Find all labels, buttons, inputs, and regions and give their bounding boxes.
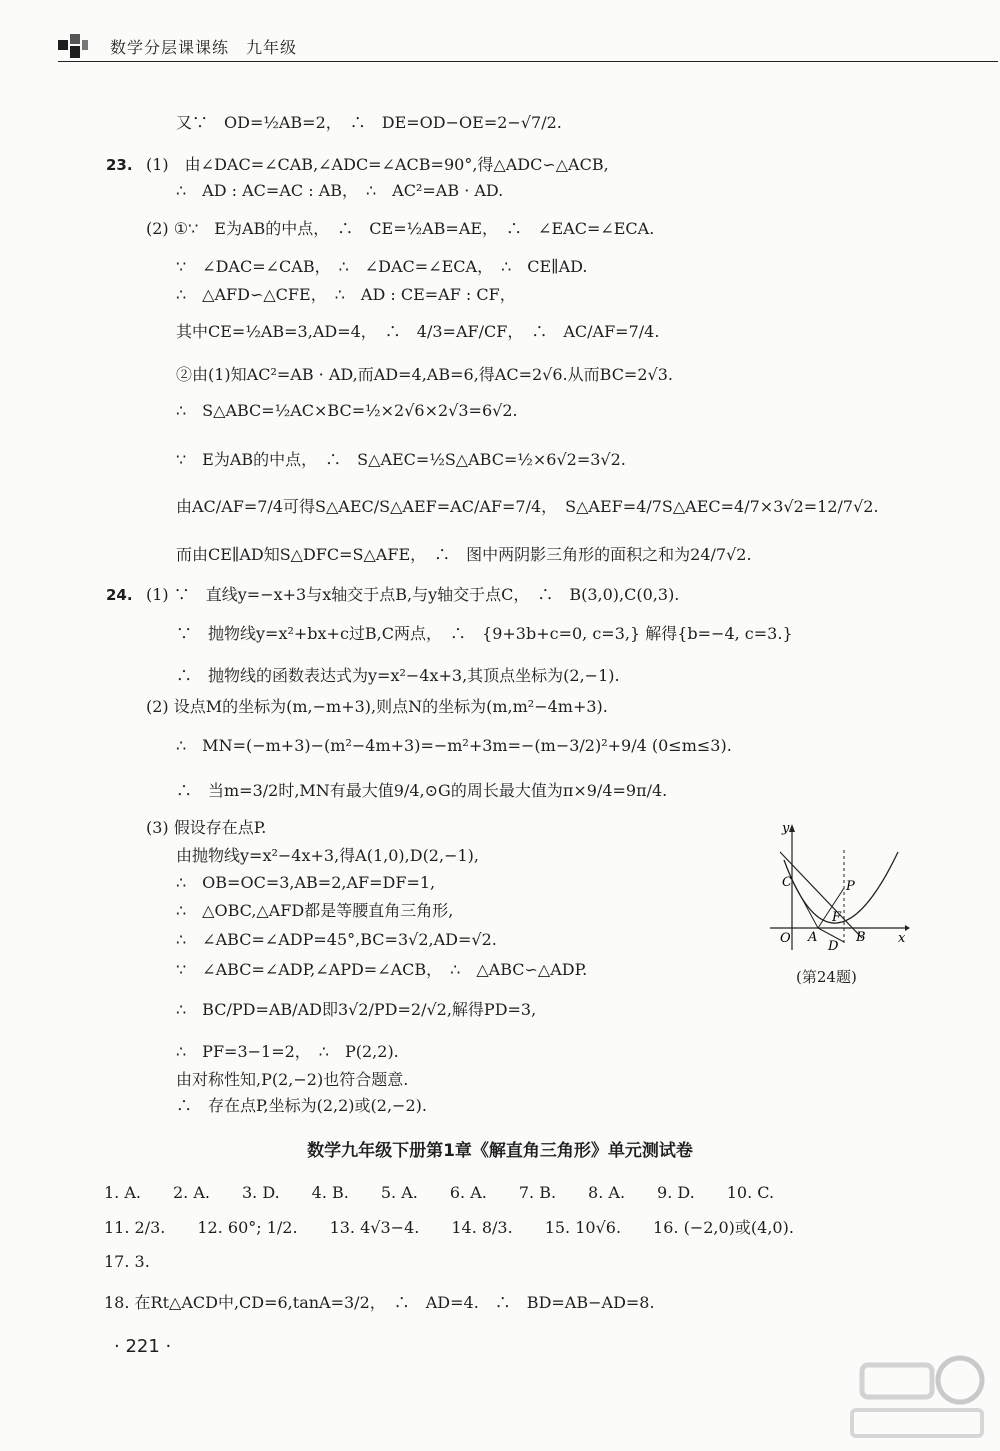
- point-p-label: P: [846, 879, 855, 894]
- figure-caption: (第24题): [796, 968, 857, 986]
- y-axis-label: y: [782, 821, 790, 836]
- solution-line: ∴ 存在点P,坐标为(2,2)或(2,−2).: [176, 1096, 427, 1115]
- solution-line: ∵ E为AB的中点， ∴ S△AEC=½S△ABC=½×6√2=3√2.: [176, 450, 626, 469]
- point-d-label: D: [828, 939, 839, 950]
- point-f-label: F: [832, 910, 842, 925]
- header-rule: [58, 61, 998, 62]
- solution-line: (3) 假设存在点P.: [146, 818, 267, 837]
- solution-line: (1) 由∠DAC=∠CAB,∠ADC=∠ACB=90°,得△ADC∽△ACB,: [146, 155, 609, 174]
- solution-line: 由对称性知,P(2,−2)也符合题意.: [176, 1070, 409, 1089]
- solution-line: ∴ △OBC,△AFD都是等腰直角三角形,: [176, 901, 454, 920]
- section-title: 数学九年级下册第1章《解直角三角形》单元测试卷: [307, 1141, 693, 1161]
- solution-line: ∵ 抛物线y=x²+bx+c过B,C两点， ∴ {9+3b+c=0, c=3,} 解得{b=−4, c=3.}: [176, 624, 793, 643]
- x-axis-label: x: [898, 931, 906, 946]
- solution-line: (2) 设点M的坐标为(m,−m+3),则点N的坐标为(m,m²−4m+3).: [146, 697, 608, 716]
- solution-line: (2) ①∵ E为AB的中点， ∴ CE=½AB=AE， ∴ ∠EAC=∠ECA.: [146, 219, 655, 238]
- solution-line: ∴ 抛物线的函数表达式为y=x²−4x+3,其顶点坐标为(2,−1).: [176, 666, 620, 685]
- solution-line: 由抛物线y=x²−4x+3,得A(1,0),D(2,−1),: [176, 846, 479, 865]
- solution-line: 而由CE∥AD知S△DFC=S△AFE， ∴ 图中两阴影三角形的面积之和为24/7√2.: [176, 545, 752, 564]
- origin-label: O: [780, 931, 791, 946]
- point-c-label: C: [782, 875, 792, 890]
- solution-line: ∴ △AFD∽△CFE， ∴ AD : CE=AF : CF，: [176, 285, 516, 304]
- header-title: 数学分层课课练 九年级: [110, 38, 298, 57]
- point-a-label: A: [808, 930, 818, 945]
- solution-line: (1) ∵ 直线y=−x+3与x轴交于点B,与y轴交于点C， ∴ B(3,0),C(0,3).: [146, 585, 680, 604]
- solution-line: ∴ 当m=3/2时,MN有最大值9/4,⊙G的周长最大值为π×9/4=9π/4.: [176, 781, 668, 800]
- question-number: 24.: [106, 586, 133, 604]
- solution-line: ∴ PF=3−1=2， ∴ P(2,2).: [176, 1042, 399, 1061]
- solution-line: 由AC/AF=7/4可得S△AEC/S△AEF=AC/AF=7/4， S△AEF=4/7S△AEC=4/7×3√2=12/7√2.: [176, 497, 879, 516]
- solution-line: ∵ ∠ABC=∠ADP,∠APD=∠ACB， ∴ △ABC∽△ADP.: [176, 960, 588, 979]
- answer-row: 11. 2/3. 12. 60°; 1/2. 13. 4√3−4. 14. 8/3. 15. 10√6. 16. (−2,0)或(4,0).: [104, 1218, 794, 1237]
- watermark-logo-icon: [842, 1350, 992, 1445]
- page-number: · 221 ·: [114, 1336, 172, 1357]
- solution-line: ∴ ∠ABC=∠ADP=45°,BC=3√2,AD=√2.: [176, 930, 497, 949]
- point-b-label: B: [856, 930, 866, 945]
- solution-line: ∵ ∠DAC=∠CAB， ∴ ∠DAC=∠ECA， ∴ CE∥AD.: [176, 257, 588, 276]
- answer-row: 17. 3.: [104, 1252, 150, 1271]
- answer-row: 1. A. 2. A. 3. D. 4. B. 5. A. 6. A. 7. B. 8. A. 9. D. 10. C.: [104, 1183, 775, 1202]
- parabola-figure: [770, 820, 910, 950]
- solution-line: ∴ BC/PD=AB/AD即3√2/PD=2/√2,解得PD=3,: [176, 1000, 537, 1019]
- solution-line: 其中CE=½AB=3,AD=4， ∴ 4/3=AF/CF， ∴ AC/AF=7/4.: [176, 322, 660, 341]
- book-logo-icon: [58, 34, 88, 60]
- solution-line: 又∵ OD=½AB=2， ∴ DE=OD−OE=2−√7/2.: [176, 113, 562, 132]
- solution-line: ∴ S△ABC=½AC×BC=½×2√6×2√3=6√2.: [176, 401, 518, 420]
- page-header: [58, 30, 998, 60]
- solution-line: ∴ MN=(−m+3)−(m²−4m+3)=−m²+3m=−(m−3/2)²+9/4 (0≤m≤3).: [176, 736, 732, 755]
- question-number: 23.: [106, 156, 133, 174]
- answer-row: 18. 在Rt△ACD中,CD=6,tanA=3/2， ∴ AD=4. ∴ BD=AB−AD=8.: [104, 1293, 655, 1312]
- solution-line: ∴ AD : AC=AC : AB， ∴ AC²=AB · AD.: [176, 181, 504, 200]
- solution-line: ∴ OB=OC=3,AB=2,AF=DF=1,: [176, 873, 436, 892]
- solution-line: ②由(1)知AC²=AB · AD,而AD=4,AB=6,得AC=2√6.从而BC=2√3.: [176, 365, 673, 384]
